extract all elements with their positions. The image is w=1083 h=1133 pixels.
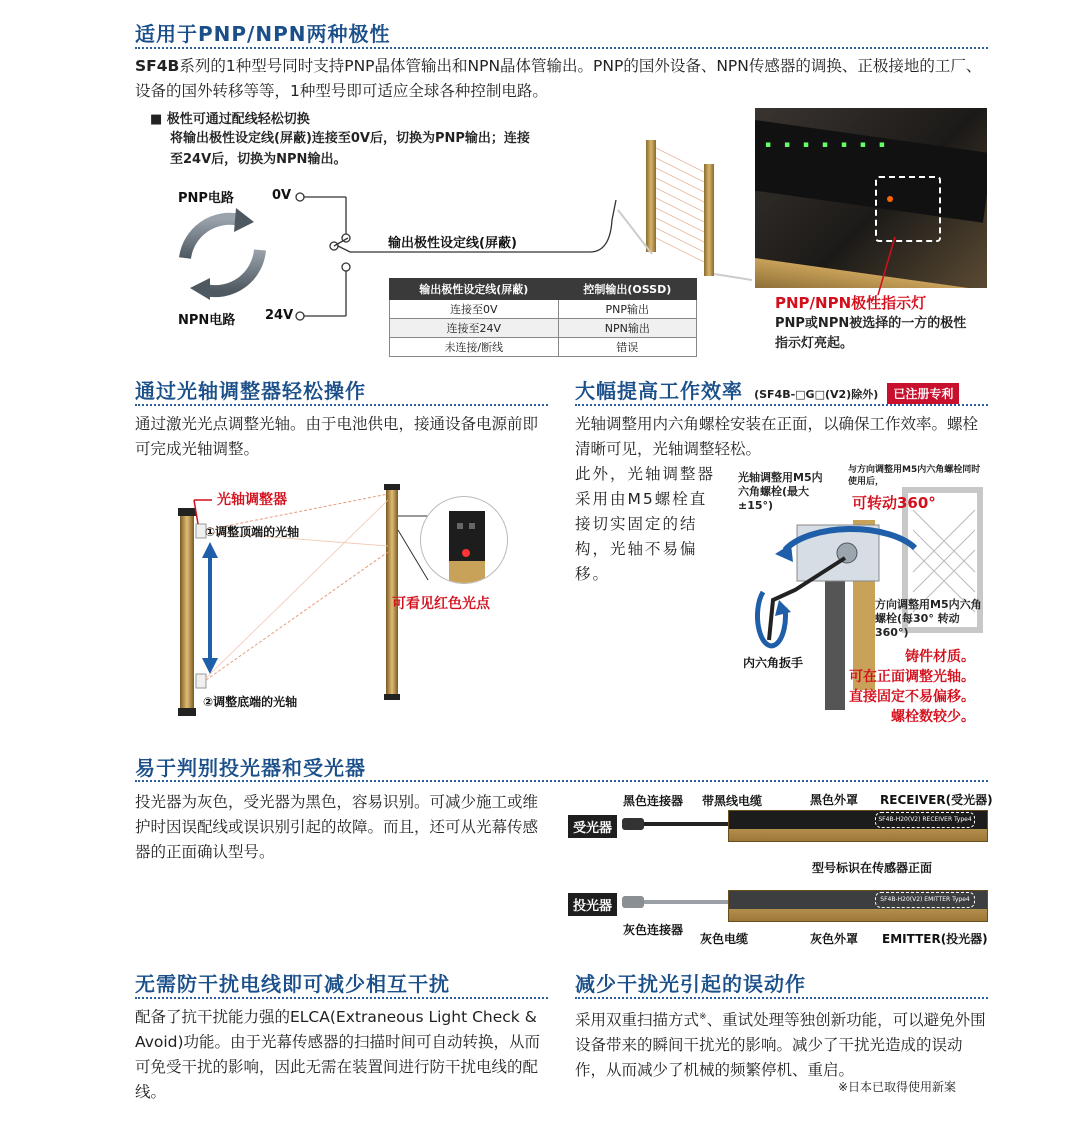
feature-front: 可在正面调整光轴。 xyxy=(849,669,975,685)
rotate-label: 可转动360° xyxy=(852,494,936,512)
sec6-title: 减少干扰光引起的误动作 xyxy=(575,972,806,996)
black-connector xyxy=(622,818,644,830)
table-cell: PNP输出 xyxy=(558,300,696,319)
tx-cover-label: 灰色外罩 xyxy=(810,932,859,946)
tx-cable-label: 灰色电缆 xyxy=(700,932,749,946)
sec1-lead-text: 系列的1种型号同时支持PNP晶体管输出和NPN晶体管输出。PNP的国外设备、NPN传感器的调换、正极接地的工厂、设备的国外转移等等，1种型号即可适应全球各种控制电路。 xyxy=(135,57,982,100)
sec6-divider xyxy=(575,997,988,999)
wrench-label: 内六角扳手 xyxy=(743,656,804,670)
footnote-mark: ※ xyxy=(699,1012,707,1022)
gray-connector xyxy=(622,896,644,908)
sec3-note: (SF4B-□G□(V2)除外) xyxy=(754,388,879,401)
indicator-leader-line xyxy=(870,235,910,300)
sub-text: 将输出极性设定线(屏蔽)连接至0V后，切换为PNP输出；连接至24V后，切换为NPN输出。 xyxy=(170,131,530,167)
receiver-tag: 受光器 xyxy=(568,815,617,838)
table-row xyxy=(390,300,697,319)
sec6-text xyxy=(575,1005,987,1083)
emitter-sensor xyxy=(728,890,988,922)
top-axis-label: ①调整顶端的光轴 xyxy=(205,525,300,539)
emitter-tag: 投光器 xyxy=(568,893,617,916)
sec4-title: 易于判别投光器和受光器 xyxy=(135,756,366,780)
dir-bolt-label: 方向调整用M5内六角螺栓(每30° 转动360°) xyxy=(875,598,982,639)
twentyfour-volt-label: 24V xyxy=(265,308,294,323)
table-cell: 未连接/断线 xyxy=(390,338,559,357)
indicator-text: PNP或NPN被选择的一方的极性指示灯亮起。 xyxy=(775,316,967,351)
bolt-label: 光轴调整用M5内六角螺栓(最大±15°) xyxy=(738,471,823,512)
pnp-circuit-label: PNP电路 xyxy=(178,191,234,206)
adjuster-zoom xyxy=(420,496,508,584)
sec4-divider xyxy=(135,780,988,782)
tx-connector-label: 灰色连接器 xyxy=(623,923,684,937)
gray-cable xyxy=(644,900,734,904)
wire-label: 输出极性设定线(屏蔽) xyxy=(388,236,517,251)
sec2-divider xyxy=(135,404,548,406)
bottom-axis-label: ②调整底端的光轴 xyxy=(203,695,298,709)
npn-circuit-label: NPN电路 xyxy=(178,313,236,328)
down-arrow-icon xyxy=(202,658,218,674)
sec5-divider xyxy=(135,997,548,999)
sec6-text-b: 、重试处理等独创新功能，可以避免外围设备带来的瞬间干扰光的影响。减少了干扰光造成的误动作，从而减少了机械的频繁停机、重启。 xyxy=(575,1011,986,1080)
patent-badge: 已注册专利 xyxy=(887,383,959,404)
sec2-text: 通过激光光点调整光轴。由于电池供电，接通设备电源前即可完成光轴调整。 xyxy=(135,415,539,458)
table-row xyxy=(390,338,697,357)
rx-name-label: RECEIVER(受光器) xyxy=(880,793,993,807)
zero-volt-label: 0V xyxy=(272,188,292,203)
adjuster-label: 光轴调整器 xyxy=(217,492,287,508)
receiver-model-plate: SF4B-H20(V2) RECEIVER Type4 xyxy=(875,812,975,828)
sec3-text2: 此外，光轴调整器采用由M5螺栓直接切实固定的结构，光轴不易偏移。 xyxy=(575,465,716,583)
sec5-title: 无需防干扰电线即可减少相互干扰 xyxy=(135,972,450,996)
feature-direct: 直接固定不易偏移。 xyxy=(849,689,975,705)
sec1-divider xyxy=(135,47,988,49)
feature-fewbolts: 螺栓数较少。 xyxy=(891,709,975,725)
sec3-divider xyxy=(575,404,988,406)
sec2-title: 通过光轴调整器轻松操作 xyxy=(135,379,366,403)
table-header: 控制输出(OSSD) xyxy=(558,279,696,300)
sub-heading: ■ 极性可通过配线轻松切换 xyxy=(150,112,310,127)
indicator-title: PNP/NPN极性指示灯 xyxy=(775,294,927,312)
red-feature-list xyxy=(835,647,975,727)
polarity-table xyxy=(389,278,697,357)
sec3-note2: 与方向调整用M5内六角螺栓同时使用后， xyxy=(848,465,981,487)
rx-connector-label: 黑色连接器 xyxy=(623,794,684,808)
rx-cover-label: 黑色外罩 xyxy=(810,793,859,807)
sec6-text-a: 采用双重扫描方式 xyxy=(575,1011,700,1030)
table-header: 输出极性设定线(屏蔽) xyxy=(390,279,559,300)
tx-name-label: EMITTER(投光器) xyxy=(882,932,988,946)
rx-cable-label: 带黑线电缆 xyxy=(702,794,763,808)
sec3-heading xyxy=(575,375,959,404)
footnote: ※日本已取得使用新案 xyxy=(838,1080,957,1094)
sec5-text: 配备了抗干扰能力强的ELCA(Extraneous Light Check & Avoid)功能。由于光幕传感器的扫描时间可自动转换，从而可免受干扰的影响，因此无需在装置间进行防干扰电线的配线。 xyxy=(135,1008,541,1101)
table-row xyxy=(390,319,697,338)
feature-cast: 铸件材质。 xyxy=(905,649,975,665)
table-cell: 错误 xyxy=(558,338,696,357)
sec3-title: 大幅提高工作效率 xyxy=(575,379,743,403)
sec1-title: 适用于PNP/NPN两种极性 xyxy=(135,22,391,46)
sf4b-bold: SF4B xyxy=(135,57,180,75)
table-cell: NPN输出 xyxy=(558,319,696,338)
table-cell: 连接至24V xyxy=(390,319,559,338)
sec1-lead xyxy=(135,54,985,104)
light-curtain-image xyxy=(612,138,762,283)
table-cell: 连接至0V xyxy=(390,300,559,319)
emitter-model-plate: SF4B-H20(V2) EMITTER Type4 xyxy=(875,892,975,908)
black-cable xyxy=(644,822,734,826)
up-arrow-icon xyxy=(202,542,218,558)
red-spot-label: 可看见红色光点 xyxy=(392,596,490,612)
sec4-text: 投光器为灰色，受光器为黑色，容易识别。可减少施工或维护时因误配线或误识别引起的故障。而且，还可从光幕传感器的正面确认型号。 xyxy=(135,793,539,861)
model-front-label: 型号标识在传感器正面 xyxy=(812,861,933,875)
sec3-text1: 光轴调整用内六角螺栓安装在正面，以确保工作效率。螺栓清晰可见，光轴调整轻松。 xyxy=(575,415,979,458)
indicator-photo: ▪ ▪ ▪ ▪ ▪ ▪ ▪ xyxy=(755,108,987,288)
switch-arrow-icon xyxy=(185,219,240,258)
receiver-sensor xyxy=(728,810,988,842)
